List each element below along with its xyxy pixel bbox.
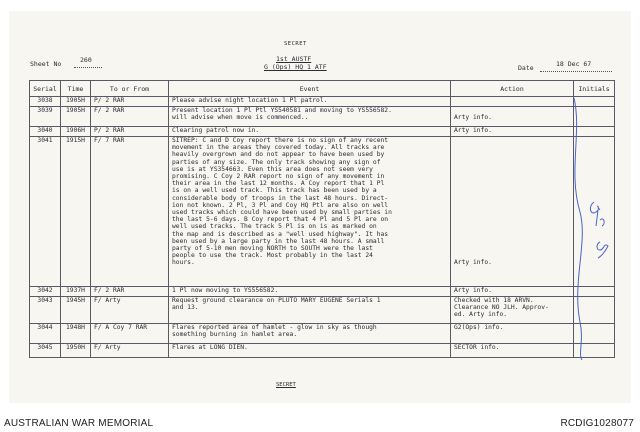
row-serial: 3042 (30, 287, 61, 297)
col-initials-header: Initials (574, 81, 615, 97)
col-serial-header: Serial (30, 81, 61, 97)
col-time-header: Time (61, 81, 91, 97)
row-time: 1905H (61, 107, 91, 127)
row-serial: 3044 (30, 324, 61, 344)
table-row (30, 324, 615, 344)
row-event: Flares reported area of hamlet - glow in sky as though something burning in hamlet area. (169, 324, 451, 344)
ink-signature-1 (590, 202, 604, 226)
row-to-from: F/ A Coy 7 RAR (91, 324, 169, 344)
log-table (29, 80, 615, 358)
date-label: Date (518, 64, 534, 72)
row-time: 1915H (61, 137, 91, 287)
ink-signature-2 (597, 242, 608, 258)
row-event: SITREP: C and D Coy report there is no sign of any recent movement in the areas they covered today. All tracks are heavily overgrown and do not appear to have been used by parties of any size. The only track showing any sign of use is at YS354663. Even this area does not seem very promising. C Coy 2 RAR report no sign of any movement in their area in the last 12 months. A Coy report that 1 Pl is on a well used track. This track has been used by a considerable body of troops in the last 48 hours. Direct- ion not known. 2 Pl, 3 Pl and Coy HQ Ptl are also on well used tracks which could have been used by small parties in the last 5-6 days. B Coy report that 4 Pl and 5 Pl are on well used tracks. The track 5 Pl is on is as marked on the map and is described as a "well used highway". It has been used by a large party in the last 48 hours. A small party of 5-10 men moving NORTH to SOUTH were the last people to use the track. Most probably in the last 24 hours. (169, 137, 451, 287)
row-serial: 3039 (30, 107, 61, 127)
row-time: 1950H (61, 344, 91, 358)
row-serial: 3045 (30, 344, 61, 358)
table-row (30, 127, 615, 137)
row-to-from: F/ 7 RAR (91, 137, 169, 287)
unit-line-1: 1st AUSTF (276, 55, 312, 63)
col-event-header: Event (169, 81, 451, 97)
handwritten-initials-ink (560, 92, 616, 362)
row-time: 1948H (61, 324, 91, 344)
col-action-header: Action (451, 81, 574, 97)
classification-bottom: SECRET (276, 382, 296, 388)
table-row (30, 107, 615, 127)
table-row (30, 287, 615, 297)
row-action: SECTOR info. (451, 344, 574, 358)
unit-line-2: G (Ops) HQ 1 ATF (264, 63, 327, 71)
sheet-no-value: 260 (80, 56, 92, 64)
row-event: Present location 1 Pl Ptl YS540581 and moving to YS556582. will advise when move is commenced.. (169, 107, 451, 127)
row-to-from: P/ 2 RAR (91, 97, 169, 107)
table-row (30, 297, 615, 324)
col-to-from-header: To or From (91, 81, 169, 97)
sheet-no-label: Sheet No (30, 60, 62, 68)
row-time: 1905H (61, 97, 91, 107)
footer-record-id: RCDIG1028077 (560, 418, 634, 429)
row-serial: 3043 (30, 297, 61, 324)
date-value: 18 Dec 67 (556, 60, 592, 68)
log-table-header (30, 81, 615, 97)
row-to-from: F/ 2 RAR (91, 107, 169, 127)
row-action: Arty info. (451, 137, 574, 287)
row-time: 1937H (61, 287, 91, 297)
table-row (30, 344, 615, 358)
table-row (30, 137, 615, 287)
sheet-no-underline (74, 67, 102, 68)
row-action: Arty info. (451, 107, 574, 127)
row-to-from: F/ Arty (91, 297, 169, 324)
date-underline (540, 71, 612, 72)
row-event: Request ground clearance on PLUTO MARY EUGENE Serials 1 and 13. (169, 297, 451, 324)
row-event: Clearing patrol now in. (169, 127, 451, 137)
row-serial: 3040 (30, 127, 61, 137)
classification-top: SECRET (284, 41, 307, 47)
row-time: 1945H (61, 297, 91, 324)
row-action: Arty info. (451, 127, 574, 137)
row-event: Please advise night location 1 Pl patrol. (169, 97, 451, 107)
row-to-from: F/ Arty (91, 344, 169, 358)
row-action: G2(Ops) info. (451, 324, 574, 344)
row-serial: 3041 (30, 137, 61, 287)
row-event: 1 Pl now moving to YS556582. (169, 287, 451, 297)
row-to-from: F/ 2 RAR (91, 287, 169, 297)
row-action: Checked with 18 ARVN. Clearance NO JLH. Approv- ed. Arty info. (451, 297, 574, 324)
row-action (451, 97, 574, 107)
table-row (30, 97, 615, 107)
row-action: Arty info. (451, 287, 574, 297)
footer-institution: AUSTRALIAN WAR MEMORIAL (4, 418, 154, 429)
row-event: Flares at LONG DIEN. (169, 344, 451, 358)
ink-stroke-long (574, 98, 582, 360)
row-time: 1906H (61, 127, 91, 137)
row-to-from: P/ 2 RAR (91, 127, 169, 137)
row-serial: 3038 (30, 97, 61, 107)
